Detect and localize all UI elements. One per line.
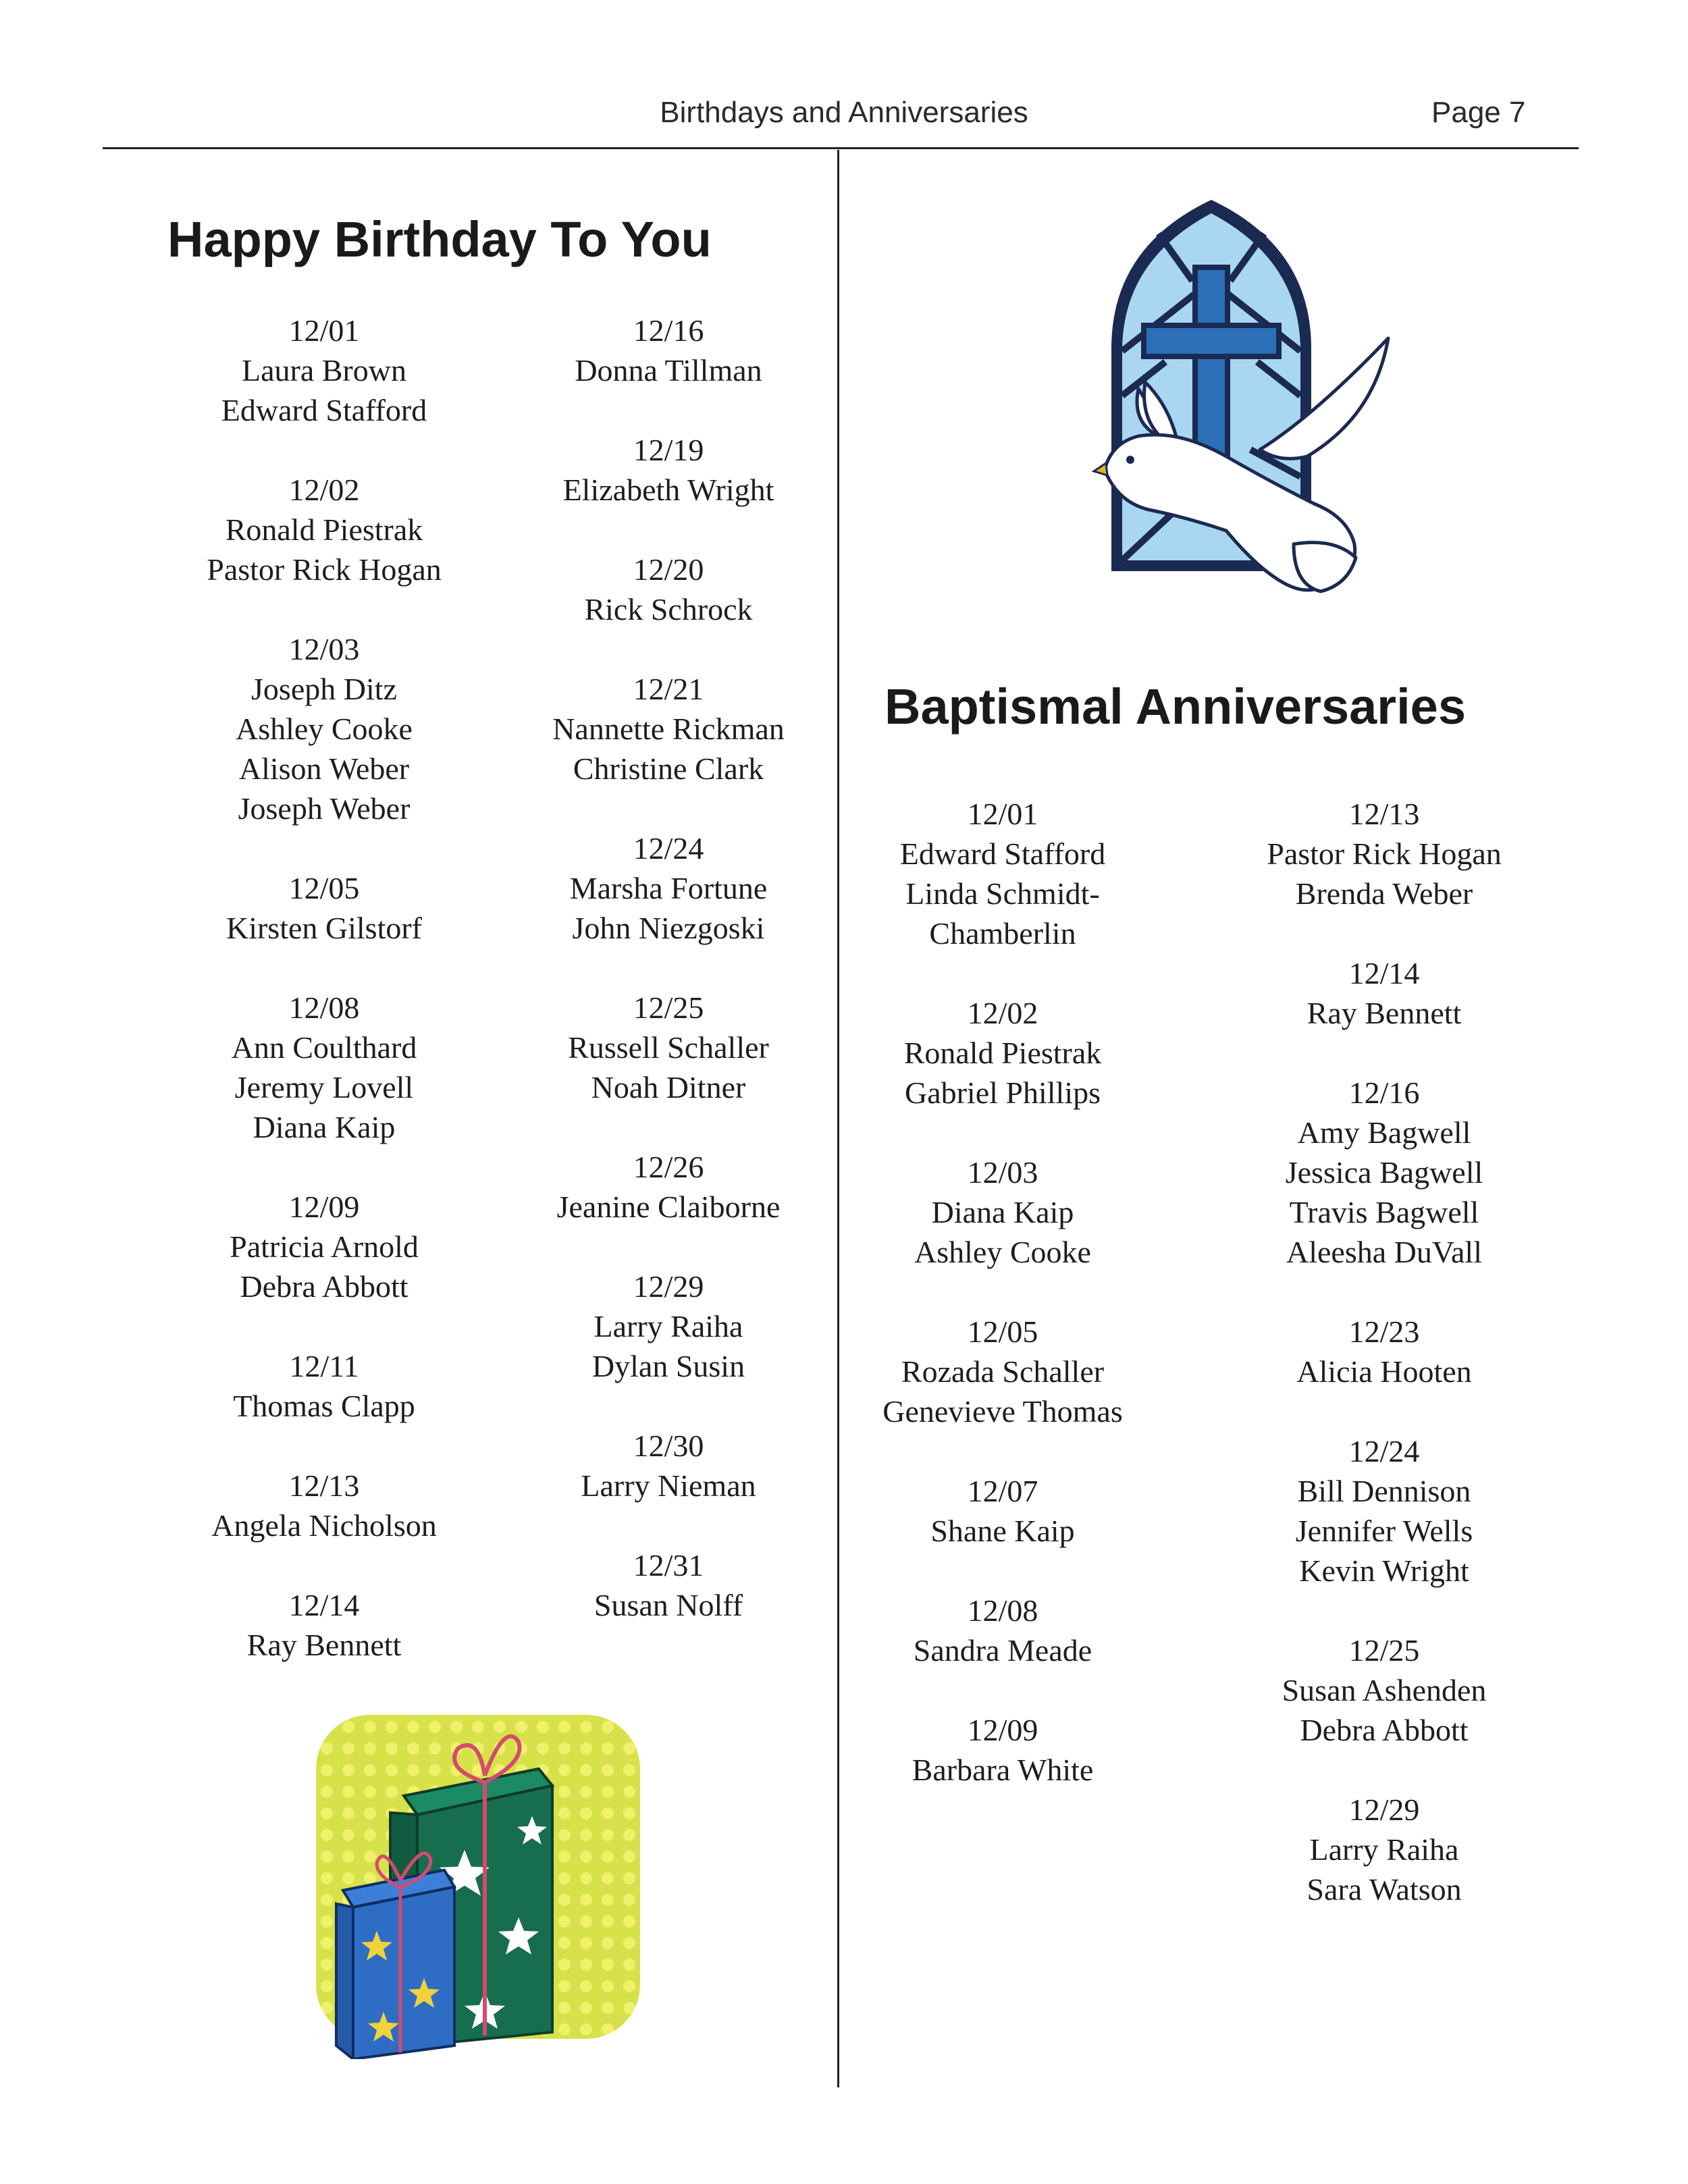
baptismal-column-1: [841, 794, 1165, 1830]
entry-date: 12/05: [967, 1314, 1038, 1349]
entry-name: Sandra Meade: [913, 1633, 1092, 1668]
entry-name: Aleesha DuVall: [1286, 1235, 1482, 1269]
entry-date: 12/02: [967, 996, 1038, 1030]
date-entry: [841, 1312, 1165, 1431]
entry-date: 12/07: [967, 1474, 1038, 1508]
entry-name: Thomas Clapp: [233, 1389, 415, 1423]
entry-date: 12/13: [1348, 797, 1420, 831]
entry-name: Gabriel Phillips: [904, 1075, 1101, 1110]
entry-name: Dylan Susin: [591, 1349, 745, 1383]
birthday-column-2: [506, 311, 830, 1665]
entry-date: 12/16: [1348, 1075, 1420, 1110]
entry-date: 12/24: [1348, 1434, 1420, 1468]
date-entry: [506, 1545, 830, 1625]
entry-date: 12/13: [288, 1468, 360, 1503]
entry-date: 12/02: [288, 473, 360, 507]
entry-name: Kirsten Gilstorf: [226, 911, 422, 945]
entry-name: Ray Bennett: [1307, 996, 1462, 1030]
entry-name: Jeremy Lovell: [234, 1070, 414, 1104]
entry-name: Barbara White: [912, 1753, 1094, 1787]
entry-date: 12/01: [967, 797, 1038, 831]
date-entry: [162, 1187, 486, 1306]
entry-name: Linda Schmidt-: [905, 876, 1100, 911]
date-entry: [162, 868, 486, 948]
entry-date: 12/29: [633, 1269, 704, 1304]
entry-name: Russell Schaller: [568, 1030, 769, 1065]
entry-name: Edward Stafford: [899, 836, 1106, 871]
entry-name: Travis Bagwell: [1289, 1195, 1479, 1229]
birthday-column-1: [162, 311, 486, 1705]
entry-name: John Niezgoski: [572, 911, 765, 945]
entry-name: Ronald Piestrak: [225, 512, 423, 547]
entry-date: 12/03: [967, 1155, 1038, 1190]
date-entry: [506, 1147, 830, 1227]
date-entry: [506, 1426, 830, 1506]
date-entry: [162, 1346, 486, 1426]
date-entry: [506, 550, 830, 629]
entry-date: 12/23: [1348, 1314, 1420, 1349]
date-entry: [506, 828, 830, 948]
date-entry: [506, 1267, 830, 1386]
date-entry: [841, 1152, 1165, 1272]
entry-name: Kevin Wright: [1299, 1553, 1469, 1588]
entry-date: 12/09: [288, 1190, 360, 1224]
entry-date: 12/16: [633, 313, 704, 348]
entry-name: Ray Bennett: [246, 1628, 402, 1662]
date-entry: [506, 988, 830, 1107]
date-entry: [1219, 1073, 1550, 1272]
entry-name: Ashley Cooke: [236, 712, 413, 746]
entry-date: 12/25: [633, 990, 704, 1025]
entry-date: 12/14: [288, 1588, 360, 1622]
entry-name: Jeanine Claiborne: [556, 1190, 781, 1224]
date-entry: [841, 794, 1165, 953]
date-entry: [162, 311, 486, 430]
entry-name: Marsha Fortune: [569, 871, 768, 905]
header-rule: [103, 147, 1579, 149]
entry-date: 12/08: [288, 990, 360, 1025]
entry-date: 12/20: [633, 552, 704, 587]
entry-date: 12/30: [633, 1429, 704, 1463]
birthday-section-title: Happy Birthday To You: [167, 211, 712, 267]
entry-name: Ann Coulthard: [231, 1030, 417, 1065]
entry-name: Alicia Hooten: [1296, 1354, 1472, 1389]
baptismal-section-title: Baptismal Anniversaries: [885, 678, 1466, 735]
entry-name: Susan Nolff: [594, 1588, 743, 1622]
date-entry: [162, 1466, 486, 1545]
entry-date: 12/01: [288, 313, 360, 348]
entry-name: Diana Kaip: [931, 1195, 1074, 1229]
date-entry: [841, 993, 1165, 1113]
entry-name: Rick Schrock: [584, 592, 753, 627]
entry-name: Debra Abbott: [1300, 1713, 1469, 1747]
entry-name: Chamberlin: [929, 916, 1076, 951]
entry-name: Joseph Weber: [238, 791, 411, 826]
entry-name: Amy Bagwell: [1297, 1115, 1471, 1150]
entry-name: Nannette Rickman: [552, 712, 785, 746]
date-entry: [1219, 1630, 1550, 1750]
date-entry: [1219, 1312, 1550, 1391]
date-entry: [841, 1471, 1165, 1551]
page-header-title: Birthdays and Anniversaries: [660, 96, 1028, 129]
entry-name: Laura Brown: [242, 353, 406, 388]
entry-name: Angela Nicholson: [211, 1508, 437, 1543]
date-entry: [506, 311, 830, 390]
date-entry: [506, 430, 830, 510]
entry-name: Pastor Rick Hogan: [1267, 836, 1502, 871]
entry-name: Larry Nieman: [581, 1468, 756, 1503]
date-entry: [841, 1710, 1165, 1790]
entry-name: Brenda Weber: [1295, 876, 1473, 911]
entry-name: Ronald Piestrak: [903, 1036, 1102, 1070]
entry-name: Jessica Bagwell: [1285, 1155, 1483, 1190]
entry-name: Susan Ashenden: [1282, 1673, 1487, 1707]
date-entry: [162, 470, 486, 589]
entry-name: Jennifer Wells: [1295, 1514, 1473, 1548]
entry-date: 12/03: [288, 632, 360, 666]
entry-date: 12/08: [967, 1593, 1038, 1628]
entry-name: Shane Kaip: [930, 1514, 1075, 1548]
entry-name: Alison Weber: [238, 751, 410, 786]
date-entry: [841, 1591, 1165, 1670]
entry-name: Ashley Cooke: [914, 1235, 1091, 1269]
entry-date: 12/25: [1348, 1633, 1420, 1668]
entry-name: Rozada Schaller: [901, 1354, 1105, 1389]
date-entry: [162, 629, 486, 828]
entry-date: 12/29: [1348, 1792, 1420, 1827]
entry-name: Diana Kaip: [253, 1110, 396, 1144]
column-divider: [837, 150, 839, 2087]
gift-boxes-icon: [316, 1695, 640, 2059]
stained-glass-cross-dove-icon: [1091, 193, 1395, 652]
date-entry: [162, 1585, 486, 1665]
entry-name: Elizabeth Wright: [562, 473, 774, 507]
baptismal-column-2: [1219, 794, 1550, 1949]
entry-name: Genevieve Thomas: [882, 1394, 1123, 1429]
entry-name: Edward Stafford: [221, 393, 427, 427]
entry-date: 12/09: [967, 1713, 1038, 1747]
entry-name: Pastor Rick Hogan: [207, 552, 442, 587]
entry-date: 12/19: [633, 433, 704, 467]
entry-date: 12/05: [288, 871, 360, 905]
entry-name: Bill Dennison: [1297, 1474, 1471, 1508]
entry-name: Noah Ditner: [591, 1070, 746, 1104]
date-entry: [1219, 794, 1550, 913]
date-entry: [162, 988, 486, 1147]
entry-name: Christine Clark: [573, 751, 764, 786]
entry-name: Patricia Arnold: [230, 1229, 419, 1264]
entry-name: Sara Watson: [1307, 1872, 1462, 1907]
page-number: Page 7: [1431, 96, 1526, 129]
entry-date: 12/21: [633, 672, 704, 706]
entry-name: Donna Tillman: [575, 353, 762, 388]
entry-date: 12/11: [289, 1349, 359, 1383]
date-entry: [1219, 1431, 1550, 1591]
entry-date: 12/14: [1348, 956, 1420, 990]
entry-name: Larry Raiha: [1309, 1832, 1459, 1867]
entry-date: 12/26: [633, 1150, 704, 1184]
entry-date: 12/24: [633, 831, 704, 865]
date-entry: [506, 669, 830, 789]
entry-date: 12/31: [633, 1548, 704, 1582]
entry-name: Larry Raiha: [594, 1309, 743, 1343]
date-entry: [1219, 1790, 1550, 1909]
entry-name: Joseph Ditz: [251, 672, 397, 706]
entry-name: Debra Abbott: [240, 1269, 408, 1304]
date-entry: [1219, 953, 1550, 1033]
